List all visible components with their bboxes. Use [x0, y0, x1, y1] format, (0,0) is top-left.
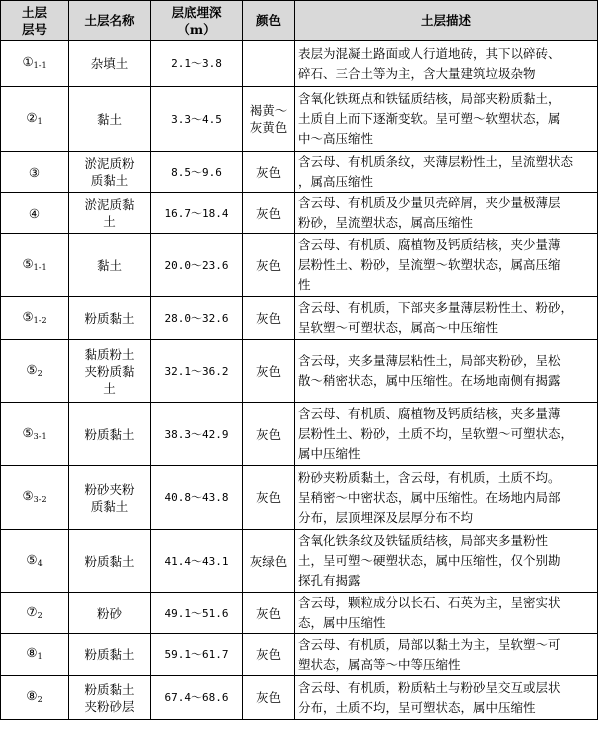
layer-desc-cell: [295, 152, 598, 193]
layer-color-line: 灰色: [255, 164, 281, 180]
layer-name-line: 土: [103, 214, 116, 229]
layer-name-cell: [69, 87, 151, 152]
layer-number: ③: [28, 164, 41, 180]
layer-desc-cell: [295, 340, 598, 403]
layer-desc-line: 层粉性土、粉砂，土质不均，呈软塑～可塑状态，: [298, 426, 574, 441]
layer-name-line: 杂填土: [90, 56, 129, 71]
header-layer-no-line1: 土层: [21, 4, 47, 20]
layer-name-line: 粉砂: [96, 605, 122, 621]
layer-name-line: 黏土: [96, 111, 122, 127]
layer-number: ⑤: [26, 551, 38, 567]
layer-color-cell: [243, 41, 295, 87]
layer-name-line: 淤泥质黏: [84, 197, 135, 212]
layer-number-cell: [1, 676, 69, 720]
layer-desc-cell: [295, 634, 598, 676]
header-row: [1, 1, 598, 41]
table-row: [1, 676, 598, 720]
layer-depth-cell: [151, 466, 243, 530]
layer-number-cell: [1, 634, 69, 676]
layer-desc-line: 呈稍密～中密状态，属中压缩性。在场地内局部: [298, 489, 561, 505]
table-row: [1, 403, 598, 466]
layer-color-line: 灰色: [255, 257, 281, 273]
layer-desc-line: 含氧化铁斑点和铁锰质结核，局部夹粉质黏土，: [298, 91, 561, 106]
layer-desc-line: 含云母、有机质、腐植物及钙质结核，夹多量薄: [298, 406, 561, 421]
layer-color-line: 褐黄～: [249, 103, 288, 118]
layer-number: ⑤: [22, 488, 34, 503]
layer-number-cell: [1, 234, 69, 297]
layer-depth: 40.8～43.8: [164, 491, 229, 504]
table-row: [1, 87, 598, 152]
layer-desc-line: 含云母、有机质，下部夹多量薄层粉性土、粉砂，: [298, 300, 574, 315]
layer-depth-cell: [151, 593, 243, 634]
layer-desc-line: 含氧化铁条纹及铁锰质结核，局部夹多量粉性: [298, 533, 549, 548]
layer-depth-cell: [151, 530, 243, 593]
table-row: [1, 41, 598, 87]
layer-name-line: 黏质粉土: [84, 346, 135, 362]
table-row: [1, 466, 598, 530]
layer-desc-cell: [295, 87, 598, 152]
layer-number: ⑤: [22, 308, 34, 324]
layer-number: ⑧: [26, 688, 38, 703]
layer-number-cell: [1, 41, 69, 87]
layer-depth: 67.4～68.6: [164, 691, 229, 704]
layer-color-line: 灰色: [255, 605, 281, 621]
layer-color-cell: [243, 403, 295, 466]
layer-name-cell: [69, 403, 151, 466]
layer-desc-line: 分布，层顶埋深及层厚分布不均: [298, 509, 474, 525]
layer-name-cell: [69, 152, 151, 193]
layer-name-line: 粉质黏土: [84, 681, 135, 697]
layer-color-cell: [243, 634, 295, 676]
layer-number: ⑤: [22, 255, 34, 271]
header-name: 土层名称: [69, 1, 151, 41]
layer-subnumber: 1-2: [33, 315, 47, 325]
layer-name-line: 土: [103, 380, 116, 396]
layer-color-line: 灰绿色: [249, 553, 288, 569]
layer-name-line: 质黏土: [90, 173, 129, 188]
layer-subnumber: 2: [37, 695, 43, 704]
header-depth: [151, 1, 243, 41]
layer-desc-line: 态，属中压缩性: [298, 615, 386, 630]
layer-desc-line: 含云母、有机质及少量贝壳碎屑，夹少量极薄层: [298, 195, 561, 210]
layer-subnumber: 1-1: [33, 61, 47, 70]
layer-name-cell: [69, 593, 151, 634]
layer-color-line: 灰色: [255, 310, 281, 326]
layer-depth: 8.5～9.6: [171, 165, 222, 179]
layer-depth-cell: [151, 403, 243, 466]
table-row: [1, 530, 598, 593]
table-row: [1, 593, 598, 634]
layer-number-cell: [1, 403, 69, 466]
layer-color-line: 灰色: [255, 490, 281, 505]
layer-depth: 49.1～51.6: [164, 606, 229, 620]
layer-subnumber: 3-2: [33, 495, 47, 504]
layer-desc-cell: [295, 403, 598, 466]
layer-number: ⑦: [26, 603, 38, 619]
header-desc: 土层描述: [295, 1, 598, 41]
layer-number: ②: [26, 109, 38, 125]
layer-desc-line: 表层为混凝土路面或人行道地砖，其下以碎砖、: [298, 45, 561, 61]
layer-name-cell: [69, 297, 151, 340]
layer-depth: 3.3～4.5: [171, 112, 222, 126]
layer-subnumber: 2: [37, 610, 43, 620]
layer-color-line: 灰色: [255, 690, 281, 705]
layer-number-cell: [1, 152, 69, 193]
layer-desc-cell: [295, 41, 598, 87]
layer-desc-line: 土，呈可塑～硬塑状态，属中压缩性，仅个别勘: [298, 553, 561, 568]
layer-depth: 2.1～3.8: [171, 57, 222, 70]
layer-desc-line: 含云母、有机质，局部以黏土为主，呈软塑～可: [298, 636, 561, 652]
layer-number-cell: [1, 593, 69, 634]
layer-desc-line: 土质自上而下逐渐变软。呈可塑～软塑状态，属: [298, 111, 561, 126]
table-row: [1, 340, 598, 403]
layer-name-line: 粉砂夹粉: [84, 481, 135, 497]
header-layer-no-line2: 层号: [21, 21, 47, 37]
layer-color-line: 灰色: [255, 205, 281, 221]
layer-name-cell: [69, 234, 151, 297]
layer-number-cell: [1, 297, 69, 340]
layer-desc-line: 含云母、有机质，粉质粘土与粉砂呈交互或层状: [298, 679, 561, 695]
layer-depth: 28.0～32.6: [164, 311, 229, 325]
layer-color-cell: [243, 297, 295, 340]
layer-desc-cell: [295, 676, 598, 720]
layer-desc-cell: [295, 593, 598, 634]
layer-name-cell: [69, 466, 151, 530]
layer-depth: 41.4～43.1: [164, 554, 229, 568]
layer-color-cell: [243, 530, 295, 593]
header-depth-line2: （m）: [177, 21, 216, 37]
table-row: [1, 193, 598, 234]
layer-depth: 16.7～18.4: [164, 206, 229, 220]
layer-depth-cell: [151, 297, 243, 340]
layer-name-cell: [69, 41, 151, 87]
layer-depth-cell: [151, 676, 243, 720]
layer-name-line: 黏土: [96, 257, 122, 273]
table-row: [1, 634, 598, 676]
layer-desc-line: 粉砂夹粉质黏土，含云母，有机质，土质不均。: [298, 469, 561, 485]
header-layer-no: [1, 1, 69, 41]
layer-depth: 38.3～42.9: [164, 427, 229, 441]
table-row: [1, 234, 598, 297]
layer-color-cell: [243, 466, 295, 530]
layer-number: ⑤: [26, 361, 38, 377]
layer-number: ①: [22, 54, 34, 69]
layer-desc-line: 属中压缩性: [298, 446, 361, 461]
layer-color-line: 灰色: [255, 647, 281, 662]
layer-name-cell: [69, 530, 151, 593]
layer-subnumber: 2: [37, 368, 43, 378]
layer-number: ⑤: [22, 424, 34, 440]
layer-desc-line: 塑状态，属高等～中等压缩性: [298, 656, 461, 672]
layer-desc-cell: [295, 297, 598, 340]
layer-number-cell: [1, 340, 69, 403]
layer-name-cell: [69, 193, 151, 234]
layer-desc-line: 含云母，颗粒成分以长石、石英为主，呈密实状: [298, 595, 561, 610]
layer-subnumber: 1: [37, 652, 43, 661]
layer-number-cell: [1, 87, 69, 152]
layer-desc-line: 散～稍密状态，属中压缩性。在场地南侧有揭露: [298, 373, 561, 388]
layer-depth-cell: [151, 234, 243, 297]
layer-depth-cell: [151, 152, 243, 193]
layer-desc-line: 层粉性土、粉砂，呈流塑～软塑状态，属高压缩: [298, 257, 561, 272]
layer-subnumber: 4: [37, 558, 43, 568]
table-row: [1, 297, 598, 340]
layer-name-cell: [69, 340, 151, 403]
layer-desc-line: 含云母、有机质条纹，夹薄层粉性土，呈流塑状态: [298, 154, 574, 169]
layer-color-line: 灰黄色: [249, 120, 288, 135]
layer-name-line: 夹粉质黏: [84, 363, 135, 379]
layer-name-line: 粉质黏土: [84, 647, 135, 662]
layer-subnumber: 3-1: [33, 431, 47, 441]
layer-depth-cell: [151, 193, 243, 234]
layer-desc-cell: [295, 530, 598, 593]
layer-color-cell: [243, 676, 295, 720]
layer-desc-line: 呈软塑～可塑状态，属高～中压缩性: [298, 320, 499, 335]
layer-depth-cell: [151, 87, 243, 152]
layer-name-line: 粉质黏土: [84, 310, 135, 326]
layer-depth: 59.1～61.7: [164, 648, 229, 661]
layer-desc-line: ，属高压缩性: [298, 174, 374, 189]
layer-color-cell: [243, 152, 295, 193]
layer-color-cell: [243, 593, 295, 634]
layer-number-cell: [1, 466, 69, 530]
layer-desc-cell: [295, 234, 598, 297]
layer-depth-cell: [151, 41, 243, 87]
layer-desc-cell: [295, 193, 598, 234]
layer-name-line: 质黏土: [90, 498, 129, 514]
layer-number-cell: [1, 193, 69, 234]
layer-name-line: 夹粉砂层: [84, 698, 135, 714]
layer-desc-line: 含云母、有机质、腐植物及钙质结核，夹少量薄: [298, 237, 561, 252]
layer-desc-line: 含云母，夹多量薄层粘性土，局部夹粉砂，呈松: [298, 353, 561, 368]
layer-color-line: 灰色: [255, 426, 281, 442]
table-row: [1, 152, 598, 193]
layer-number: ⑧: [26, 645, 38, 660]
layer-name-cell: [69, 634, 151, 676]
layer-subnumber: 1-1: [33, 262, 47, 272]
layer-color-cell: [243, 193, 295, 234]
table-body: [1, 41, 598, 720]
layer-number-cell: [1, 530, 69, 593]
layer-depth: 32.1～36.2: [164, 364, 229, 378]
header-depth-line1: 层底埋深: [171, 4, 222, 20]
layer-subnumber: 1: [37, 116, 43, 126]
layer-name-line: 淤泥质粉: [84, 156, 135, 171]
layer-depth-cell: [151, 340, 243, 403]
layer-color-cell: [243, 340, 295, 403]
layer-desc-line: 探孔有揭露: [298, 573, 361, 588]
layer-name-line: 粉质黏土: [84, 553, 135, 569]
layer-depth: 20.0～23.6: [164, 258, 229, 272]
layer-desc-cell: [295, 466, 598, 530]
layer-depth-cell: [151, 634, 243, 676]
layer-desc-line: 中～高压缩性: [298, 131, 374, 146]
layer-color-cell: [243, 234, 295, 297]
layer-desc-line: 分布，土质不均，呈可塑状态，属中压缩性: [298, 699, 536, 715]
layer-desc-line: 碎石、三合土等为主，含大量建筑垃圾杂物: [298, 65, 536, 81]
layer-color-cell: [243, 87, 295, 152]
layer-name-line: 粉质黏土: [84, 426, 135, 442]
header-color: 颜色: [243, 1, 295, 41]
layer-desc-line: 粉砂，呈流塑状态，属高压缩性: [298, 215, 474, 230]
layer-name-cell: [69, 676, 151, 720]
layer-color-line: 灰色: [255, 363, 281, 379]
layer-desc-line: 性: [298, 277, 311, 292]
layer-number: ④: [28, 205, 41, 221]
